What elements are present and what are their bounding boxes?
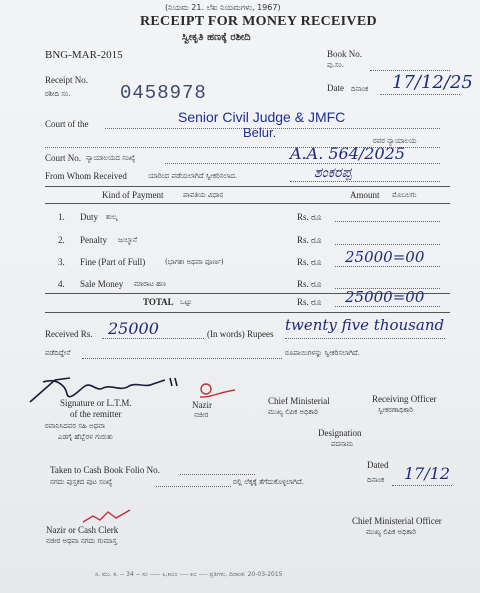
cash-book-kn-2: ರಲ್ಲಿ ಲೆಕ್ಕಕ್ಕೆ ತೆಗೆದುಕೊಳ್ಳಲಾಗಿದೆ. bbox=[233, 478, 304, 486]
remitter-sign-kn: ರವಾನಿಸಿದವರ ಸಹಿ ಅಥವಾ bbox=[45, 422, 106, 430]
total-amount: 25000=00 bbox=[345, 288, 425, 306]
cash-book-kn: ನಗದು ಪುಸ್ತಕದ ಪುಟ ಸಂಖ್ಯೆ bbox=[50, 478, 113, 486]
court-no-label: Court No. bbox=[45, 153, 81, 163]
received-amount: 25000 bbox=[108, 319, 159, 338]
cash-book-line bbox=[180, 474, 255, 475]
court-label-kn: ರವರ ನ್ಯಾಯಾಲಯ bbox=[373, 137, 417, 145]
court-no-line bbox=[165, 163, 440, 164]
row-number: 3. bbox=[58, 257, 65, 267]
in-words-value: twenty five thousand bbox=[285, 316, 445, 334]
row-label-kn: ಮಾರಾಟ ಹಣ bbox=[134, 280, 166, 288]
designation-kn: ಪದನಾಮ bbox=[331, 440, 354, 448]
receiving-officer-kn: ಸ್ವೀಕರಣಾಧಿಕಾರಿ bbox=[378, 406, 413, 414]
kind-header-kn: ಪಾವತಿಯ ವಿಧಾನ bbox=[183, 191, 224, 199]
receiving-officer-label: Receiving Officer bbox=[372, 394, 437, 404]
nazir-initials bbox=[190, 380, 240, 402]
table-bottom-rule bbox=[45, 312, 450, 313]
row-number: 2. bbox=[58, 235, 65, 245]
cash-book-label: Taken to Cash Book Folio No. bbox=[50, 465, 160, 475]
row-label: Sale Money bbox=[80, 279, 124, 289]
row-line bbox=[335, 266, 440, 267]
row-line bbox=[335, 221, 440, 222]
receipt-title: RECEIPT FOR MONEY RECEIVED bbox=[140, 14, 377, 29]
form-code: BNG-MAR-2015 bbox=[45, 49, 123, 61]
court-label: Court of the bbox=[45, 119, 89, 129]
dated-label: Dated bbox=[367, 460, 389, 470]
receipt-title-kn: ಸ್ವೀಕೃತಿ ಹಣಕ್ಕೆ ರಶೀದಿ bbox=[182, 32, 251, 43]
kind-header: Kind of Payment bbox=[102, 190, 164, 200]
dated-value: 17/12 bbox=[404, 464, 451, 483]
row-label-kn: ಶುಲ್ಕ bbox=[106, 213, 118, 221]
fine-amount: 25000=00 bbox=[345, 248, 425, 266]
date-label-kn: ದಿನಾಂಕ bbox=[351, 85, 369, 93]
row-label: Fine (Part of Full) bbox=[80, 257, 146, 267]
chief-ministerial-kn: ಮುಖ್ಯ ಲಿಪಿಕ ಅಧಿಕಾರಿ bbox=[268, 408, 318, 416]
court-line bbox=[105, 128, 440, 129]
book-no-line bbox=[370, 70, 450, 71]
nazir-cash-clerk-label: Nazir or Cash Clerk bbox=[46, 525, 119, 535]
row-rs: Rs. ರೂ bbox=[297, 257, 322, 267]
date-line bbox=[380, 94, 460, 95]
from-whom-label: From Whom Received bbox=[45, 171, 127, 181]
dated-label-kn: ದಿನಾಂಕ bbox=[367, 476, 385, 484]
row-label: Penalty bbox=[80, 235, 107, 245]
designation-label: Designation bbox=[318, 428, 362, 438]
row-number: 1. bbox=[58, 212, 65, 222]
total-line bbox=[335, 306, 440, 307]
chief-officer-label: Chief Ministerial Officer bbox=[352, 516, 442, 526]
table-header-rule bbox=[45, 203, 450, 204]
row-rs: Rs. ರೂ bbox=[297, 235, 322, 245]
received-label: Received Rs. bbox=[45, 329, 93, 339]
total-label: TOTAL bbox=[143, 297, 174, 307]
dated-line bbox=[392, 485, 452, 486]
date-label: Date bbox=[327, 83, 344, 93]
received-label-kn: ಪಡೆದಿದ್ದೇನೆ bbox=[45, 349, 71, 357]
nazir-label-kn: ನಜೀರ bbox=[194, 411, 209, 419]
receipt-no-label: Receipt No. bbox=[45, 75, 88, 85]
nazir-label: Nazir bbox=[192, 400, 212, 410]
from-whom-line bbox=[290, 181, 440, 182]
book-no-label: Book No. bbox=[327, 49, 363, 59]
receipt-no-label-kn: ರಶೀದಿ ಸಂ. bbox=[45, 90, 71, 98]
row-label: Duty bbox=[80, 212, 98, 222]
print-line: ಸ. ಮು. ಕ. -- 34 -- ಸಂ ----- ೩,೫೦೦ ---- ೫೦ ---- ಪ್ರತಿಗಳು, ದಿನಾಂಕ: 20-03-2015 bbox=[95, 571, 283, 578]
cash-book-kn-line bbox=[156, 486, 231, 487]
amount-header: Amount bbox=[350, 190, 380, 200]
rule-reference: (ನಿಯಮ 21. ಲೆಖ ನಿಯಮಗಳು, 1967) bbox=[165, 3, 281, 12]
court-no-label-kn: ನ್ಯಾಯಾಲಯದ ಸಂಖ್ಯೆ bbox=[86, 154, 136, 162]
in-words-line bbox=[285, 338, 445, 339]
row-label-kn: ಜುಲ್ಮಾನೆ bbox=[118, 236, 138, 244]
table-top-rule bbox=[45, 186, 450, 187]
date-value: 17/12/25 bbox=[392, 72, 473, 93]
row-rs: Rs. ರೂ bbox=[297, 212, 322, 222]
chief-officer-kn: ಮುಖ್ಯ ಲಿಪಿಕ ಅಧಿಕಾರಿ bbox=[366, 528, 416, 536]
court-place: Belur. bbox=[243, 125, 277, 140]
court-name: Senior Civil Judge & JMFC bbox=[178, 109, 346, 125]
received-right-kn: ರೂಪಾಯಿಗಳನ್ನು ಸ್ವೀಕರಿಸಲಾಗಿದೆ. bbox=[285, 349, 360, 357]
remitter-sign-label: Signature or L.T.M. bbox=[60, 398, 132, 408]
row-label-kn: (ಭಾಗಶಃ ಅಥವಾ ಪೂರ್ಣ) bbox=[165, 258, 224, 266]
total-label-kn: ಒಟ್ಟು bbox=[180, 298, 193, 306]
book-no-label-kn: ಪು.ಸಂ. bbox=[327, 61, 344, 69]
amount-header-kn: ಮೊಬಲಗು bbox=[392, 191, 417, 199]
court-no-value: A.A. 564/2025 bbox=[290, 144, 406, 163]
remitter-sign-kn-2: ಎಡಗೈ ಹೆಬ್ಬೆರಳ ಗುರುತು bbox=[58, 433, 114, 441]
nazir-cash-clerk-kn: ನಜೀರ ಅಥವಾ ನಗದು ಗುಮಾಸ್ತ bbox=[46, 537, 117, 545]
remitter-sign-label-2: of the remitter bbox=[70, 409, 122, 419]
row-rs: Rs. ರೂ bbox=[297, 279, 322, 289]
received-kn-line bbox=[82, 358, 282, 359]
row-number: 4. bbox=[58, 279, 65, 289]
from-whom-label-kn: ಯಾರಿಂದ ಪಡೆಯಲಾಗಿದೆ ಸ್ವೀಕರಿಸಲಾದ. bbox=[148, 172, 238, 180]
received-line bbox=[102, 338, 204, 339]
from-whom-value: ಶಂಕರಪ್ಪ bbox=[314, 165, 352, 181]
row-line bbox=[335, 244, 440, 245]
total-rs: Rs. ರೂ bbox=[297, 297, 322, 307]
receipt-number: 0458978 bbox=[120, 82, 207, 104]
chief-ministerial-label: Chief Ministerial bbox=[268, 396, 330, 406]
in-words-label: (In words) Rupees bbox=[207, 329, 274, 339]
